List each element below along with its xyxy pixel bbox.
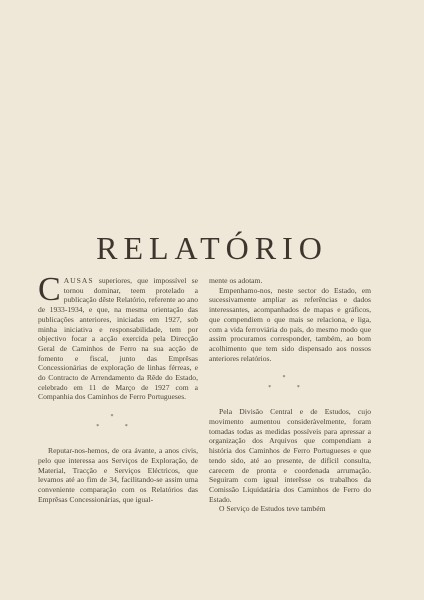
paragraph-central-division: Pela Divisão Central e de Estudos, cujo movimento aumentou consideràvelmente, foram tomadas todas as medidas possíveis para apressar a organização dos Arquivos que compendiam a história dos Caminhos de Ferro Portugueses e que tendo sido, até ao presente, de difícil consulta, carecem de pronta e coordenada arrumação. Seguiram com igual interêsse os trabalhos da Comissão Liquidatária dos Caminhos de Ferro do Estado.	[209, 407, 371, 504]
paragraph-studies-service: O Serviço de Estudos teve também	[219, 504, 326, 514]
ornament-stars-bottom: * *	[268, 385, 312, 392]
drop-cap: C	[38, 271, 61, 308]
intro-paragraph	[38, 271, 198, 402]
paragraph-continuation: mente os adotam.	[209, 276, 263, 285]
ornament-star-top: *	[110, 414, 126, 421]
lead-caps: AUSAS	[63, 276, 94, 285]
ornament-stars-bottom: * *	[96, 424, 140, 431]
paragraph-annual-reporting: Reputar-nos-hemos, de ora ávante, a anos civis, pelo que interessa aos Serviços de Exploração, de Material, Tracção e Serviços Eléctricos, que levamos até ao fim de 34, facilitando-se assim uma conveniente comparação com os Relatórios das Emprêsas Concessionárias, que igual-	[38, 446, 198, 504]
intro-text: superiores, que impossível se tornou dominar, teem protelado a publicação dêste Relatório, referente ao ano de 1933-1934, e que, na mesma orientação das publicações anteriores, iniciadas em 1927, sob minha iniciativa e responsabilidade, tem por objectivo focar a acção exercida pela Direcção Geral de Caminhos de Ferro na sua acção de fomento e fiscal, junto das Emprêsas Concessionárias de exploração de linhas férreas, e do Contracto de Arrendamento da Rêde do Estado, celebrado em 11 de Março de 1927 com a Companhia dos Caminhos de Ferro Portugueses.	[38, 276, 198, 402]
paragraph-state-sector: Empenhamo-nos, neste sector do Estado, em sucessivamente ampliar as referências e dados interessantes, acompanhados de mapas e gráficos, que compendiem o que mais se relaciona, e liga, com a vida ferroviária do país, do mesmo modo que assim procuramos corresponder, também, ao bom acolhimento que tem sido dispensado aos nossos anteriores relatórios.	[209, 285, 371, 363]
ornament-star-top: *	[282, 375, 298, 382]
page-title: RELATÓRIO	[96, 230, 328, 266]
section-ornament	[38, 412, 198, 432]
right-column	[209, 276, 371, 514]
section-ornament-right	[209, 373, 371, 393]
left-column	[38, 271, 198, 504]
